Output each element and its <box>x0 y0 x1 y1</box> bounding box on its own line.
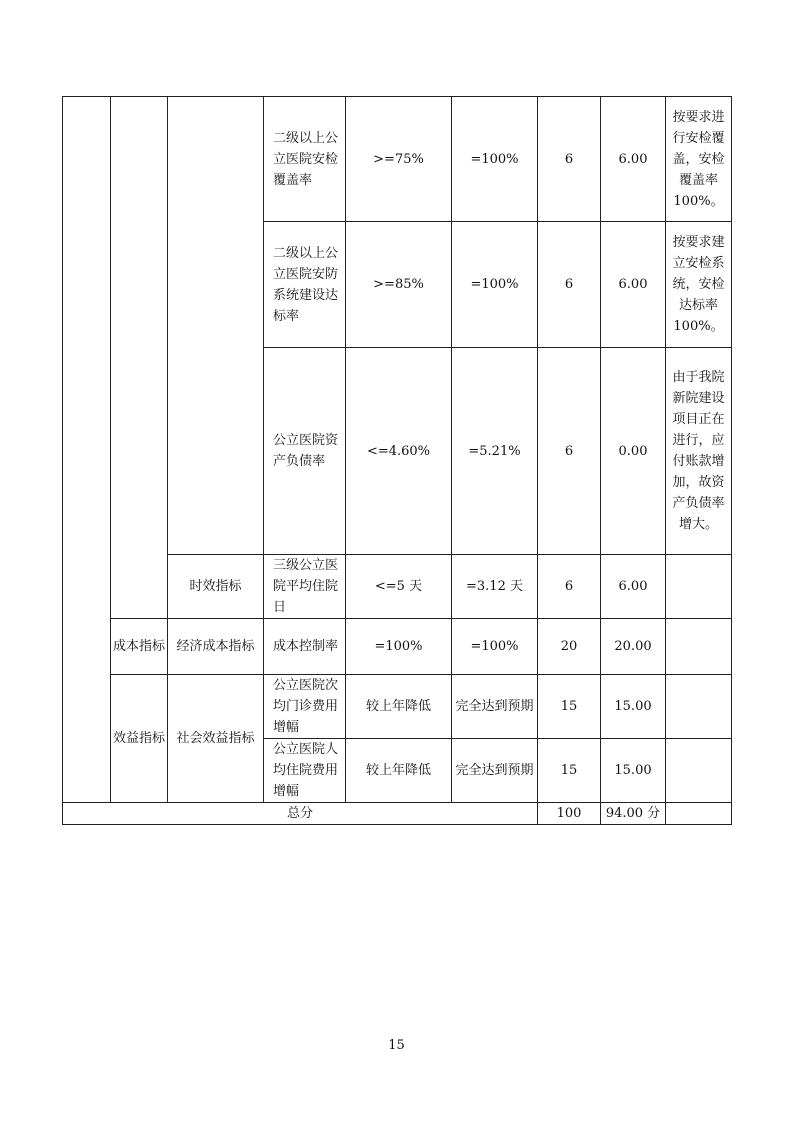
level2-cell <box>111 97 168 619</box>
target-cell: =100% <box>346 619 452 675</box>
score-cell: 6.00 <box>601 97 666 222</box>
weight-cell: 6 <box>538 348 601 555</box>
actual-cell: 完全达到预期 <box>452 739 538 803</box>
note-cell: 按要求进行安检覆盖，安检覆盖率100%。 <box>666 97 732 222</box>
table-row <box>63 675 732 739</box>
score-cell: 20.00 <box>601 619 666 675</box>
weight-cell: 15 <box>538 675 601 739</box>
note-cell <box>666 619 732 675</box>
score-cell: 0.00 <box>601 348 666 555</box>
level3-cell: 时效指标 <box>168 555 264 619</box>
target-cell: 较上年降低 <box>346 739 452 803</box>
indicator-cell: 成本控制率 <box>264 619 346 675</box>
actual-cell: =100% <box>452 222 538 348</box>
score-cell: 15.00 <box>601 675 666 739</box>
actual-cell: 完全达到预期 <box>452 675 538 739</box>
level2-cell: 成本指标 <box>111 619 168 675</box>
indicator-cell: 公立医院人均住院费用增幅 <box>264 739 346 803</box>
level2-cell: 效益指标 <box>111 675 168 803</box>
actual-cell: =100% <box>452 97 538 222</box>
level3-cell <box>168 97 264 555</box>
level1-cell <box>63 97 111 803</box>
actual-cell: =5.21% <box>452 348 538 555</box>
note-cell <box>666 555 732 619</box>
target-cell: <=5 天 <box>346 555 452 619</box>
score-cell: 15.00 <box>601 739 666 803</box>
target-cell: >=85% <box>346 222 452 348</box>
actual-cell: =3.12 天 <box>452 555 538 619</box>
indicator-cell: 二级以上公立医院安检覆盖率 <box>264 97 346 222</box>
table-row <box>63 97 732 222</box>
total-label: 总分 <box>63 803 538 825</box>
note-cell <box>666 675 732 739</box>
note-cell <box>666 739 732 803</box>
target-cell: >=75% <box>346 97 452 222</box>
target-cell: <=4.60% <box>346 348 452 555</box>
table-row <box>63 619 732 675</box>
weight-cell: 20 <box>538 619 601 675</box>
total-score: 94.00 分 <box>601 803 666 825</box>
target-cell: 较上年降低 <box>346 675 452 739</box>
indicator-cell: 二级以上公立医院安防系统建设达标率 <box>264 222 346 348</box>
score-cell: 6.00 <box>601 222 666 348</box>
performance-table <box>62 96 732 825</box>
level3-cell: 经济成本指标 <box>168 619 264 675</box>
weight-cell: 15 <box>538 739 601 803</box>
total-weight: 100 <box>538 803 601 825</box>
total-note-cell <box>666 803 732 825</box>
indicator-cell: 三级公立医院平均住院日 <box>264 555 346 619</box>
note-cell: 按要求建立安检系统，安检达标率100%。 <box>666 222 732 348</box>
indicator-cell: 公立医院资产负债率 <box>264 348 346 555</box>
indicator-cell: 公立医院次均门诊费用增幅 <box>264 675 346 739</box>
note-cell: 由于我院新院建设项目正在进行，应付账款增加，故资产负债率增大。 <box>666 348 732 555</box>
page-number: 15 <box>388 1038 405 1053</box>
actual-cell: =100% <box>452 619 538 675</box>
total-row <box>63 803 732 825</box>
score-cell: 6.00 <box>601 555 666 619</box>
weight-cell: 6 <box>538 97 601 222</box>
level3-cell: 社会效益指标 <box>168 675 264 803</box>
weight-cell: 6 <box>538 555 601 619</box>
weight-cell: 6 <box>538 222 601 348</box>
